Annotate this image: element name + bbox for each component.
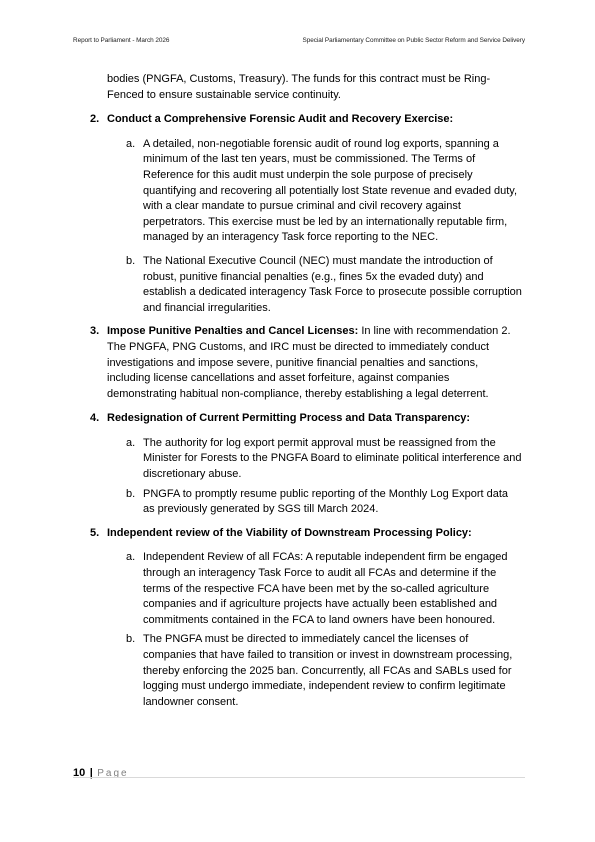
recommendation-4-a <box>90 436 522 483</box>
sub-text: The National Executive Council (NEC) must mandate the introduction of robust, punitive financial penalties (e.g., fines 5x the evaded duty) and establish a dedicated interagency Task Force to prosecute possible corruption and financial irregularities. <box>143 254 522 314</box>
sub-text: PNGFA to promptly resume public reporting of the Monthly Log Export data as previously generated by SGS till March 2024. <box>143 487 509 516</box>
item-number: 5. <box>90 526 100 539</box>
header-committee-name: Special Parliamentary Committee on Public Sector Reform and Service Delivery <box>302 37 525 44</box>
item-text: In line with recommendation 2. The PNGFA, PNG Customs, and IRC must be directed to immediately conduct investigations and impose severe, punitive financial penalties and sanctions, including license cancellations and asset forfeiture, against companies demonstrating habitual non-compliance, thereby establishing a legal deterrent. <box>107 325 511 400</box>
page-number: 10 <box>73 767 86 779</box>
sub-letter: b. <box>126 254 136 267</box>
item-number: 4. <box>90 412 100 425</box>
recommendation-3 <box>90 324 522 402</box>
recommendation-5-b <box>90 632 522 710</box>
sub-letter: a. <box>126 137 136 150</box>
recommendation-4 <box>90 411 522 427</box>
sub-letter: b. <box>126 487 136 500</box>
sub-text: The authority for log export permit approval must be reassigned from the Minister for Forests to the PNGFA Board to eliminate political interference and discretionary abuse. <box>143 436 522 481</box>
footer-separator: | <box>89 767 93 779</box>
item-number: 2. <box>90 113 100 126</box>
item-number: 3. <box>90 325 100 338</box>
sub-text: A detailed, non-negotiable forensic audit of round log exports, spanning a minimum of the last ten years, must be commissioned. The Terms of Reference for this audit must underpin the sole purpose of precisely quantifying and recovering all potentially lost State revenue and evaded duty, with a clear mandate to pursue criminal and civil recovery against perpetrators. This exercise must be led by an internationally reputable firm, managed by an interagency Task force reporting to the NEC. <box>143 137 518 244</box>
item-heading: Conduct a Comprehensive Forensic Audit and Recovery Exercise: <box>107 113 454 126</box>
recommendation-2 <box>90 112 522 128</box>
item-heading: Redesignation of Current Permitting Process and Data Transparency: <box>107 412 471 425</box>
page-label: Page <box>97 768 129 779</box>
item-heading: Independent review of the Viability of Downstream Processing Policy: <box>107 526 472 539</box>
sub-letter: a. <box>126 551 136 564</box>
sub-text: The PNGFA must be directed to immediately cancel the licenses of companies that have failed to transition or invest in downstream processing, thereby enforcing the 2025 ban. Concurrently, all FCAs and SABLs used for logging must undergo immediate, independent review to confirm legitimate landowner consent. <box>143 633 513 708</box>
document-body <box>90 72 522 718</box>
intro-paragraph: bodies (PNGFA, Customs, Treasury). The funds for this contract must be Ring-Fenced to ensure sustainable service continuity. <box>107 73 491 101</box>
recommendation-4-b <box>90 487 522 518</box>
recommendation-2-a <box>90 137 522 246</box>
item-heading: Impose Punitive Penalties and Cancel Licenses: <box>107 325 359 338</box>
footer-rule <box>73 777 525 778</box>
page-footer <box>73 763 525 781</box>
recommendation-5-a <box>90 550 522 628</box>
sub-text: Independent Review of all FCAs: A reputable independent firm be engaged through an interagency Task Force to audit all FCAs and determine if the terms of the respective FCA have been met by the so-called agriculture companies and if agriculture projects have actually been established and commitments contained in the FCA to land owners have been honoured. <box>143 551 508 626</box>
sub-letter: a. <box>126 436 136 449</box>
recommendation-5 <box>90 526 522 542</box>
sub-letter: b. <box>126 633 136 646</box>
recommendation-2-b <box>90 254 522 316</box>
header-report-title: Report to Parliament - March 2026 <box>73 37 170 44</box>
